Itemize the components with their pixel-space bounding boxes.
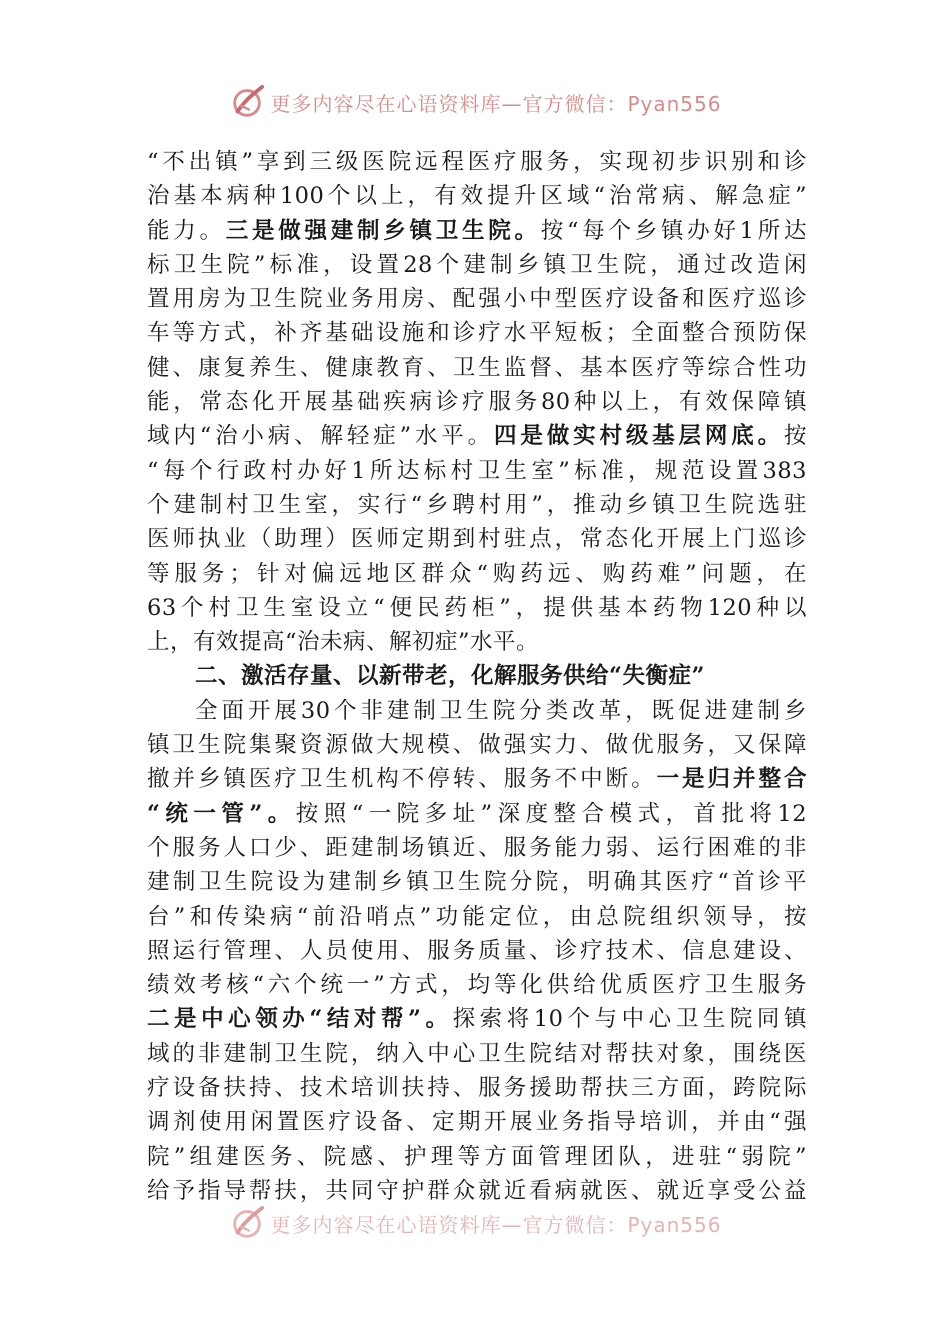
text-line — [147, 419, 807, 453]
text-segment: 台”和传染病“前沿哨点”功能定位，由总院组织领导，按 — [147, 903, 807, 930]
text-line — [147, 797, 807, 831]
text-line — [147, 248, 807, 282]
text-segment: 车等方式，补齐基础设施和诊疗水平短板；全面整合预防保 — [147, 320, 807, 347]
text-line — [147, 385, 807, 419]
text-line — [147, 1140, 807, 1174]
text-segment: 调剂使用闲置医疗设备、定期开展业务指导培训，并由“强 — [147, 1109, 807, 1136]
text-segment: 按 — [783, 423, 807, 450]
text-segment: 标卫生院”标准，设置28个建制乡镇卫生院，通过改造闲 — [147, 251, 807, 278]
text-segment: 个建制村卫生室，实行“乡聘村用”，推动乡镇卫生院选驻 — [147, 491, 807, 518]
text-line — [147, 351, 807, 385]
text-segment: 院”组建医务、院感、护理等方面管理团队，进驻“弱院” — [147, 1143, 807, 1170]
bold-phrase: 二是中心领办“结对帮”。 — [147, 1006, 453, 1033]
bold-phrase: “统一管”。 — [147, 800, 296, 827]
text-line — [147, 1105, 807, 1139]
text-segment: 照运行管理、人员使用、服务质量、诊疗技术、信息建设、 — [147, 937, 807, 964]
bold-phrase: 三是做强建制乡镇卫生院。 — [225, 217, 541, 244]
text-segment: “每个行政村办好1所达标村卫生室”标准，规范设置383 — [147, 457, 807, 484]
watermark-text: 更多内容尽在心语资料库—官方微信：Pyan556 — [270, 91, 722, 116]
text-segment: 疗设备扶持、技术培训扶持、服务援助帮扶三方面，跨院际 — [147, 1075, 807, 1102]
text-segment: 二、激活存量、以新带老，化解服务供给“失衡症” — [195, 663, 705, 690]
text-segment: 等服务；针对偏远地区群众“购药远、购药难”问题，在 — [147, 560, 807, 587]
text-line — [147, 488, 807, 522]
text-line — [147, 454, 807, 488]
text-line — [147, 900, 807, 934]
text-line — [147, 282, 807, 316]
watermark-header — [0, 82, 950, 122]
text-line — [147, 625, 807, 659]
text-segment: 能力。 — [147, 217, 226, 244]
text-line — [147, 694, 807, 728]
text-segment: 撤并乡镇医疗卫生机构不停转、服务不中断。 — [147, 766, 657, 793]
text-segment: 健、康复养生、健康教育、卫生监督、基本医疗等综合性功 — [147, 354, 807, 381]
text-line — [147, 1037, 807, 1071]
text-line — [147, 522, 807, 556]
text-line — [147, 968, 807, 1002]
watermark-text: 更多内容尽在心语资料库—官方微信：Pyan556 — [270, 1212, 722, 1237]
text-segment: 63个村卫生室设立“便民药柜”，提供基本药物120种以 — [147, 594, 807, 621]
text-line — [147, 1071, 807, 1105]
text-line — [147, 179, 807, 213]
text-segment: “不出镇”享到三级医院远程医疗服务，实现初步识别和诊 — [147, 149, 807, 175]
text-segment: 治基本病种100个以上，有效提升区域“治常病、解急症” — [147, 183, 807, 210]
section-heading — [147, 659, 807, 693]
text-line — [147, 934, 807, 968]
text-line — [147, 762, 807, 796]
brush-seal-icon — [228, 1204, 266, 1242]
text-segment: 置用房为卫生院业务用房、配强小中型医疗设备和医疗巡诊 — [147, 286, 807, 313]
text-segment: 探索将10个与中心卫生院同镇 — [452, 1006, 807, 1033]
text-segment: 建制卫生院设为建制乡镇卫生院分院，明确其医疗“首诊平 — [147, 869, 807, 896]
text-segment: 按照“一院多址”深度整合模式，首批将12 — [295, 800, 807, 827]
text-segment: 域内“治小病、解轻症”水平。 — [147, 423, 495, 450]
text-line — [147, 865, 807, 899]
bold-phrase: 一是归并整合 — [656, 766, 807, 793]
text-line — [147, 728, 807, 762]
text-line — [147, 145, 807, 179]
text-segment: 上，有效提高“治未病、解初症”水平。 — [147, 629, 540, 656]
bold-phrase: 四是做实村级基层网底。 — [494, 423, 784, 450]
text-line — [147, 831, 807, 865]
text-line — [147, 557, 807, 591]
text-line — [147, 316, 807, 350]
text-segment: 能，常态化开展基础疾病诊疗服务80种以上，有效保障镇 — [147, 389, 807, 416]
text-segment: 全面开展30个非建制卫生院分类改革，既促进建制乡 — [195, 697, 807, 724]
brush-seal-icon — [228, 83, 266, 121]
text-line — [147, 214, 807, 248]
text-segment: 给予指导帮扶，共同守护群众就近看病就医、就近享受公益 — [147, 1177, 807, 1204]
text-segment: 镇卫生院集聚资源做大规模、做强实力、做优服务，又保障 — [147, 732, 807, 759]
text-line — [147, 1002, 807, 1036]
text-segment: 医师执业（助理）医师定期到村驻点，常态化开展上门巡诊 — [147, 526, 807, 553]
text-segment: 域的非建制卫生院，纳入中心卫生院结对帮扶对象，围绕医 — [147, 1040, 807, 1067]
text-segment: 按“每个乡镇办好1所达 — [540, 217, 807, 244]
watermark-footer — [0, 1203, 950, 1243]
text-line — [147, 591, 807, 625]
text-segment: 绩效考核“六个统一”方式，均等化供给优质医疗卫生服务 — [147, 972, 807, 999]
document-body — [147, 145, 807, 1208]
text-segment: 个服务人口少、距建制场镇近、服务能力弱、运行困难的非 — [147, 834, 807, 861]
